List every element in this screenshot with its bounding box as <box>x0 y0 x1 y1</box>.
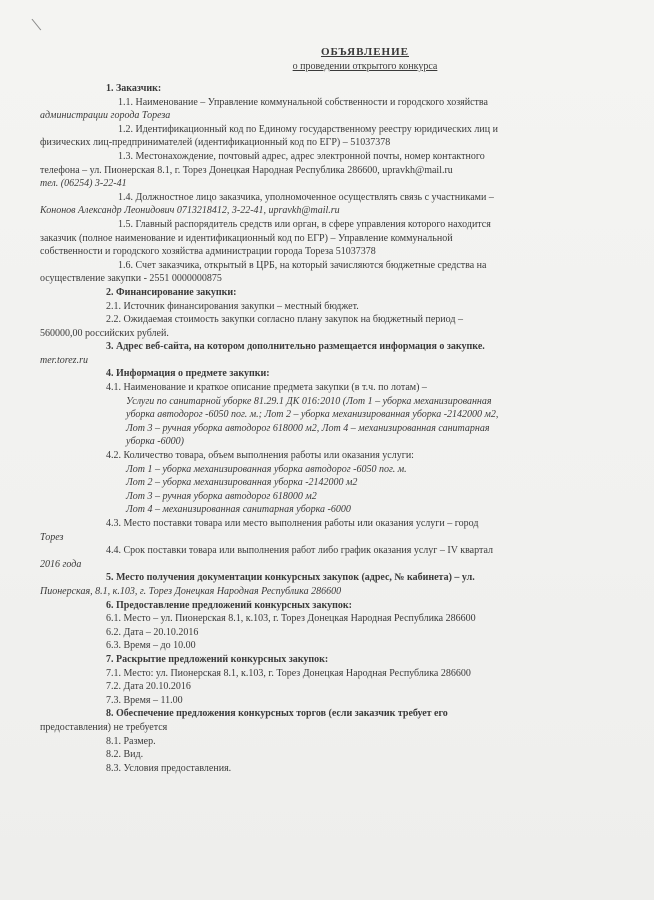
text-line: 7.2. Дата 20.10.2016 <box>106 681 191 693</box>
text-line: 4.1. Наименование и краткое описание предмета закупки (в т.ч. по лотам) – <box>106 382 427 394</box>
text-line: 8. Обеспечение предложения конкурсных торгов (если заказчик требует его <box>106 708 448 720</box>
text-line: 1.4. Должностное лицо заказчика, уполномоченное осуществлять связь с участниками – <box>118 191 494 203</box>
text-line: 2.2. Ожидаемая стоимость закупки согласно плану закупок на бюджетный период – <box>106 314 463 326</box>
document-body <box>40 82 618 775</box>
text-line: 1. Заказчик: <box>106 83 162 94</box>
text-line: 1.6. Счет заказчика, открытый в ЦРБ, на который зачисляются бюджетные средства на <box>118 259 487 271</box>
text-line: 5. Место получения документации конкурсных закупок (адрес, № кабинета) – ул. <box>106 572 475 584</box>
text-line: 1.3. Местонахождение, почтовый адрес, адрес электронной почты, номер контактного <box>118 150 485 162</box>
text-line: Лот 3 – ручная уборка автодорог 618000 м2 <box>126 490 317 502</box>
text-line: Кононов Александр Леонидович 0713218412, 3-22-41, upravkh@mail.ru <box>40 205 340 217</box>
text-line: Услуги по санитарной уборке 81.29.1 ДК 016:2010 (Лот 1 – уборка механизированная <box>126 395 492 407</box>
text-line: 8.1. Размер. <box>106 735 156 747</box>
text-line: Пионерская, 8.1, к.103, г. Торез Донецкая Народная Республика 286600 <box>40 585 342 597</box>
text-line: 6. Предоставление предложений конкурсных закупок: <box>106 599 352 611</box>
text-line: 560000,00 российских рублей. <box>40 327 169 339</box>
text-line: уборка -6000) <box>126 436 184 448</box>
text-line: уборка автодорог -6050 пог. м.; Лот 2 – уборка механизированная уборка -2142000 м2, <box>126 409 499 421</box>
text-line: 1.2. Идентификационный код по Единому государственному реестру юридических лиц и <box>118 123 498 135</box>
text-line: 7.1. Место: ул. Пионерская 8.1, к.103, г. Торез Донецкая Народная Республика 286600 <box>106 667 471 679</box>
text-line: осуществление закупки - 2551 0000000875 <box>40 273 222 285</box>
text-line: Лот 3 – ручная уборка автодорог 618000 м2, Лот 4 – механизированная санитарная <box>126 422 490 434</box>
text-line: 6.2. Дата – 20.10.2016 <box>106 626 199 638</box>
text-line: телефона – ул. Пионерская 8.1, г. Торез Донецкая Народная Республика 286600, upravkh@mail.ru <box>40 164 453 176</box>
text-line: 4. Информация о предмете закупки: <box>106 368 270 380</box>
text-line: 2016 года <box>40 558 82 570</box>
text-line: тел. (06254) 3-22-41 <box>40 178 127 190</box>
pen-mark: \ <box>30 13 43 37</box>
document-title: ОБЪЯВЛЕНИЕ <box>320 46 409 58</box>
text-line: предоставления) не требуется <box>40 721 168 733</box>
text-line: 6.1. Место – ул. Пионерская 8.1, к.103, г. Торез Донецкая Народная Республика 286600 <box>106 613 476 625</box>
text-line: собственности и городского хозяйства администрации города Тореза 51037378 <box>40 246 376 258</box>
text-line: администрации города Тореза <box>40 110 171 122</box>
text-line: Торез <box>40 531 64 543</box>
text-line: 3. Адрес веб-сайта, на котором дополнительно размещается информация о закупке. <box>106 341 485 353</box>
text-line: Лот 2 – уборка механизированная уборка -2142000 м2 <box>126 477 358 489</box>
document-subtitle: о проведении открытого конкурса <box>292 61 438 72</box>
text-line: 7. Раскрытие предложений конкурсных закупок: <box>106 653 329 665</box>
text-line: 4.4. Срок поставки товара или выполнения работ либо график оказания услуг – IV квартал <box>106 545 493 557</box>
text-line: 4.2. Количество товара, объем выполнения работы или оказания услуги: <box>106 450 414 462</box>
text-line: 2.1. Источник финансирования закупки – местный бюджет. <box>106 300 359 312</box>
text-line: 4.3. Место поставки товара или место выполнения работы или оказания услуги – город <box>106 518 479 529</box>
text-line: 2. Финансирование закупки: <box>106 286 237 298</box>
text-line: 8.3. Условия предоставления. <box>106 762 232 774</box>
text-line: физических лиц-предпринимателей (идентификационный код по ЕГР) – 51037378 <box>40 137 391 149</box>
text-line: 7.3. Время – 11.00 <box>106 694 183 706</box>
text-line: 6.3. Время – до 10.00 <box>106 640 196 652</box>
text-line: 8.2. Вид. <box>106 749 144 761</box>
text-line: Лот 4 – механизированная санитарная уборка -6000 <box>126 504 351 516</box>
text-line: заказчик (полное наименование и идентификационный код по ЕГР) – Управление коммунальной <box>40 232 453 244</box>
text-line: 1.1. Наименование – Управление коммунальной собственности и городского хозяйства <box>118 96 488 108</box>
text-line: Лот 1 – уборка механизированная уборка автодорог -6050 пог. м. <box>126 463 407 475</box>
text-line: mer.torez.ru <box>40 354 88 366</box>
text-line: 1.5. Главный распорядитель средств или орган, в сфере управления которого находится <box>118 218 491 230</box>
